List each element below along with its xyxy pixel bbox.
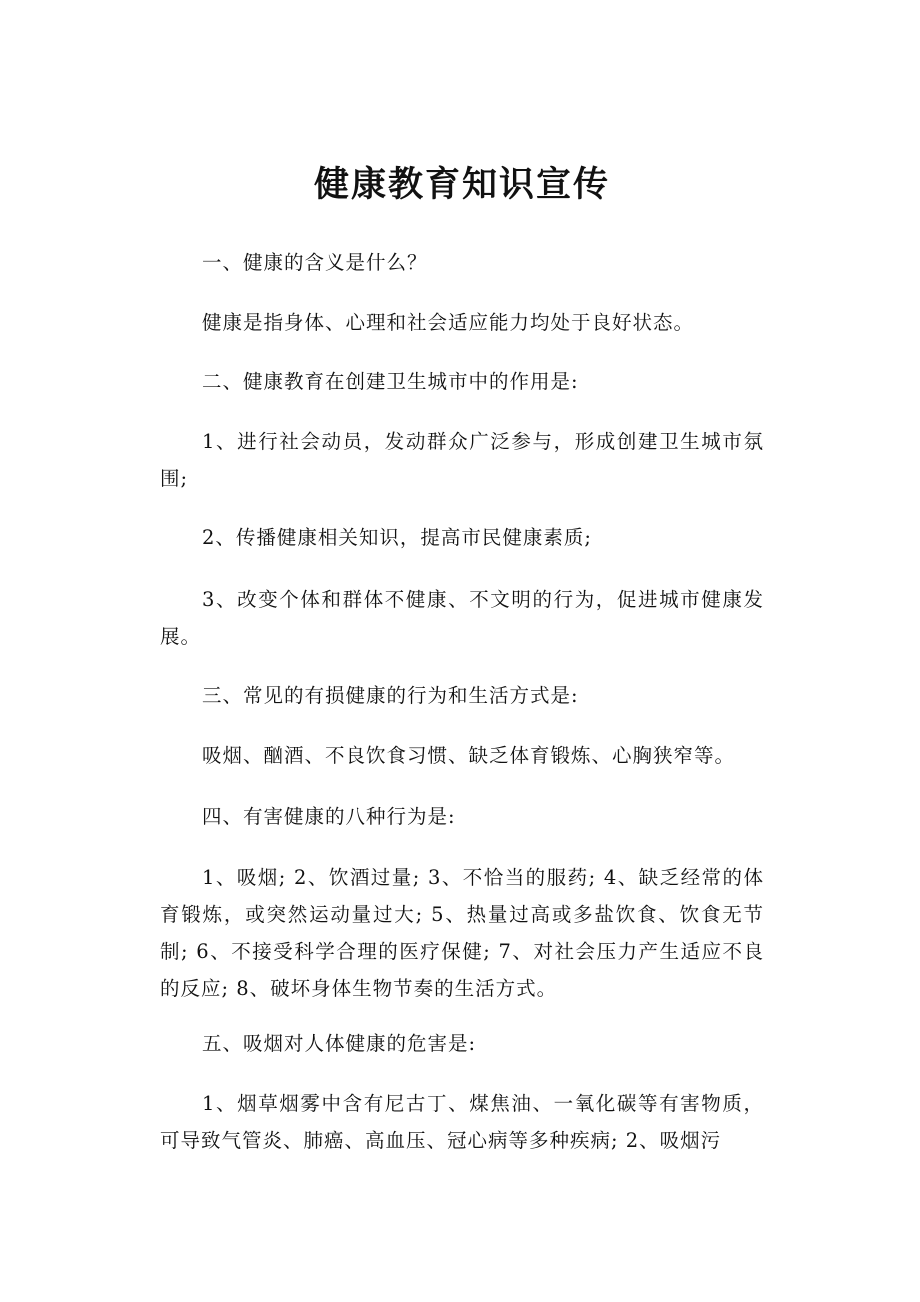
paragraph-role-item-1: 1、进行社会动员，发动群众广泛参与，形成创建卫生城市氛围;	[160, 430, 764, 490]
paragraph-harmful-lifestyles: 吸烟、酗酒、不良饮食习惯、缺乏体育锻炼、心胸狭窄等。	[202, 744, 736, 767]
heading-eight-behaviors: 四、有害健康的八种行为是:	[202, 805, 456, 828]
heading-health-education-role: 二、健康教育在创建卫生城市中的作用是:	[202, 370, 579, 393]
heading-harmful-lifestyles: 三、常见的有损健康的行为和生活方式是:	[202, 684, 579, 707]
paragraph-smoking-harm: 1、烟草烟雾中含有尼古丁、煤焦油、一氧化碳等有害物质，可导致气管炎、肺癌、高血压、冠心病等多种疾病; 2、吸烟污	[160, 1092, 764, 1152]
document-title: 健康教育知识宣传	[313, 165, 610, 205]
paragraph-role-item-3: 3、改变个体和群体不健康、不文明的行为，促进城市健康发展。	[160, 588, 764, 648]
paragraph-eight-behaviors: 1、吸烟; 2、饮酒过量; 3、不恰当的服药; 4、缺乏经常的体育锻炼，或突然运动量过大; 5、热量过高或多盐饮食、饮食无节制; 6、不接受科学合理的医疗保健; 7、对社会压力产生适应不良的反应; 8、破坏身体生物节奏的生活方式。	[160, 866, 764, 1000]
paragraph-role-item-2: 2、传播健康相关知识，提高市民健康素质;	[202, 526, 592, 549]
paragraph-health-definition: 健康是指身体、心理和社会适应能力均处于良好状态。	[202, 311, 695, 334]
heading-smoking-harm: 五、吸烟对人体健康的危害是:	[202, 1032, 477, 1055]
heading-health-meaning: 一、健康的含义是什么？	[202, 251, 428, 274]
